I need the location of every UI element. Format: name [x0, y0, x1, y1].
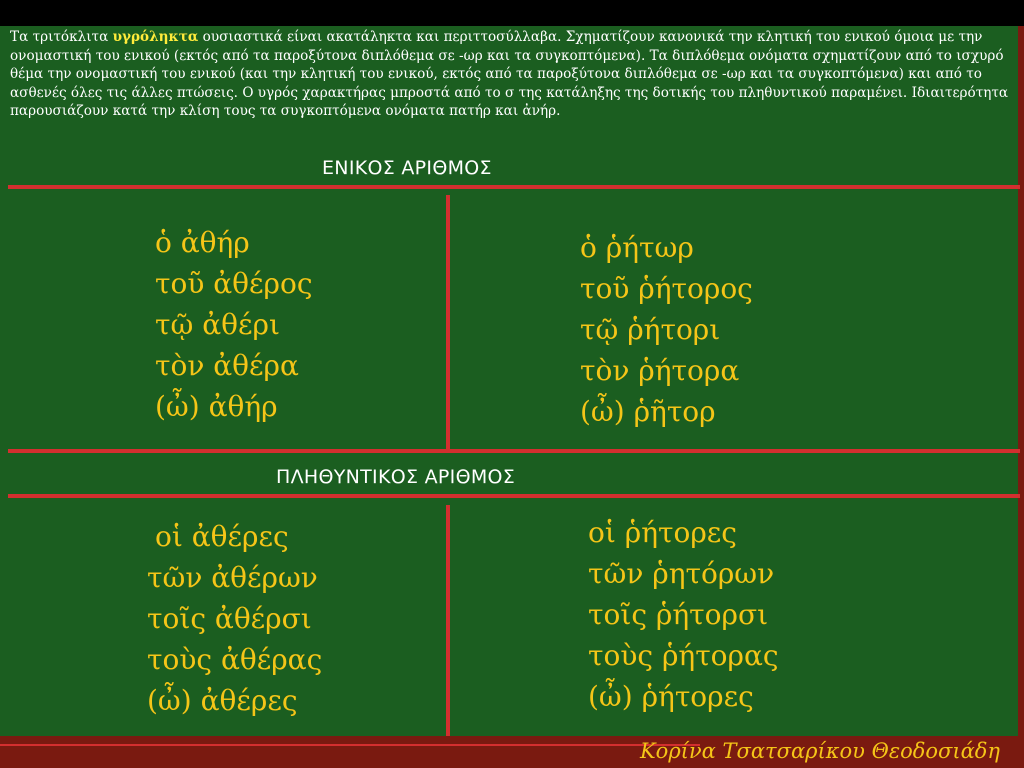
- rule-above-plural: [8, 449, 1020, 453]
- plural-header: ΠΛΗΘΥΝΤΙΚΟΣ ΑΡΙΘΜΟΣ: [276, 466, 516, 488]
- form-dative: τοῖς ἀθέρσι: [147, 602, 312, 635]
- form-accusative: τὸν ῥήτορα: [580, 354, 740, 387]
- intro-paragraph: [10, 28, 1010, 121]
- form-genitive: τοῦ ἀθέρος: [155, 267, 313, 300]
- rule-below-plural-header: [8, 494, 1020, 498]
- form-vocative: (ὦ) ἀθέρες: [147, 684, 298, 717]
- form-genitive: τοῦ ῥήτορος: [580, 272, 753, 305]
- author-signature: Κορίνα Τσατσαρίκου Θεοδοσιάδη: [639, 739, 1000, 763]
- singular-right-column: [580, 227, 753, 432]
- intro-text-rest: ουσιαστικά είναι ακατάληκτα και περιττοσύλλαβα. Σχηματίζουν κανονικά την κλητική του ενικού όμοια με την ονομαστική του ενικού (εκτός από τα παροξύτονα διπλόθεμα σε -ωρ και τα συγκοπτόμενα). Τα διπλόθεμα ονόματα σχηματίζουν από το ισχυρό θέμα την ονομαστική του ενικού (και την κλητική του ενικού, εκτός από τα παροξύτονα διπλόθεμα σε -ωρ και τα συγκοπτόμενα) και από το ασθενές όλες τις άλλες πτώσεις. Ο υγρός χαρακτήρας μπροστά από το σ της κατάληξης της δοτικής του πληθυντικού παραμένει. Ιδιαιτερότητα παρουσιάζουν κατά την κλίση τους τα συγκοπτόμενα ονόματα πατήρ και ἀνήρ.: [10, 29, 1009, 119]
- form-nominative: οἱ ἀθέρες: [155, 520, 289, 553]
- form-vocative: (ὦ) ῥῆτορ: [580, 395, 716, 428]
- form-genitive: τῶν ἀθέρων: [147, 561, 318, 594]
- form-accusative: τοὺς ἀθέρας: [147, 643, 323, 676]
- rule-below-intro: [8, 185, 1020, 189]
- singular-header: ΕΝΙΚΟΣ ΑΡΙΘΜΟΣ: [322, 157, 492, 179]
- singular-divider: [446, 195, 450, 449]
- intro-text-start: Τα τριτόκλιτα: [10, 29, 113, 45]
- form-accusative: τοὺς ῥήτορας: [588, 639, 779, 672]
- footer-rule: [0, 744, 700, 746]
- plural-left-column: [147, 516, 322, 721]
- singular-left-column: [155, 222, 313, 427]
- plural-right-column: [588, 512, 779, 717]
- form-nominative: οἱ ῥήτορες: [588, 516, 737, 549]
- form-dative: τῷ ῥήτορι: [580, 313, 721, 346]
- form-accusative: τὸν ἀθέρα: [155, 349, 299, 382]
- intro-highlight-term: υγρόληκτα: [112, 29, 199, 45]
- form-dative: τοῖς ῥήτορσι: [588, 598, 769, 631]
- form-dative: τῷ ἀθέρι: [155, 308, 280, 341]
- plural-divider: [446, 505, 450, 736]
- form-nominative: ὁ ἀθήρ: [155, 226, 250, 259]
- right-frame-edge: [1018, 26, 1024, 736]
- top-frame: [0, 0, 1024, 26]
- form-vocative: (ὦ) ἀθήρ: [155, 390, 278, 423]
- form-vocative: (ὦ) ῥήτορες: [588, 680, 754, 713]
- form-genitive: τῶν ῥητόρων: [588, 557, 775, 590]
- form-nominative: ὁ ῥήτωρ: [580, 231, 694, 264]
